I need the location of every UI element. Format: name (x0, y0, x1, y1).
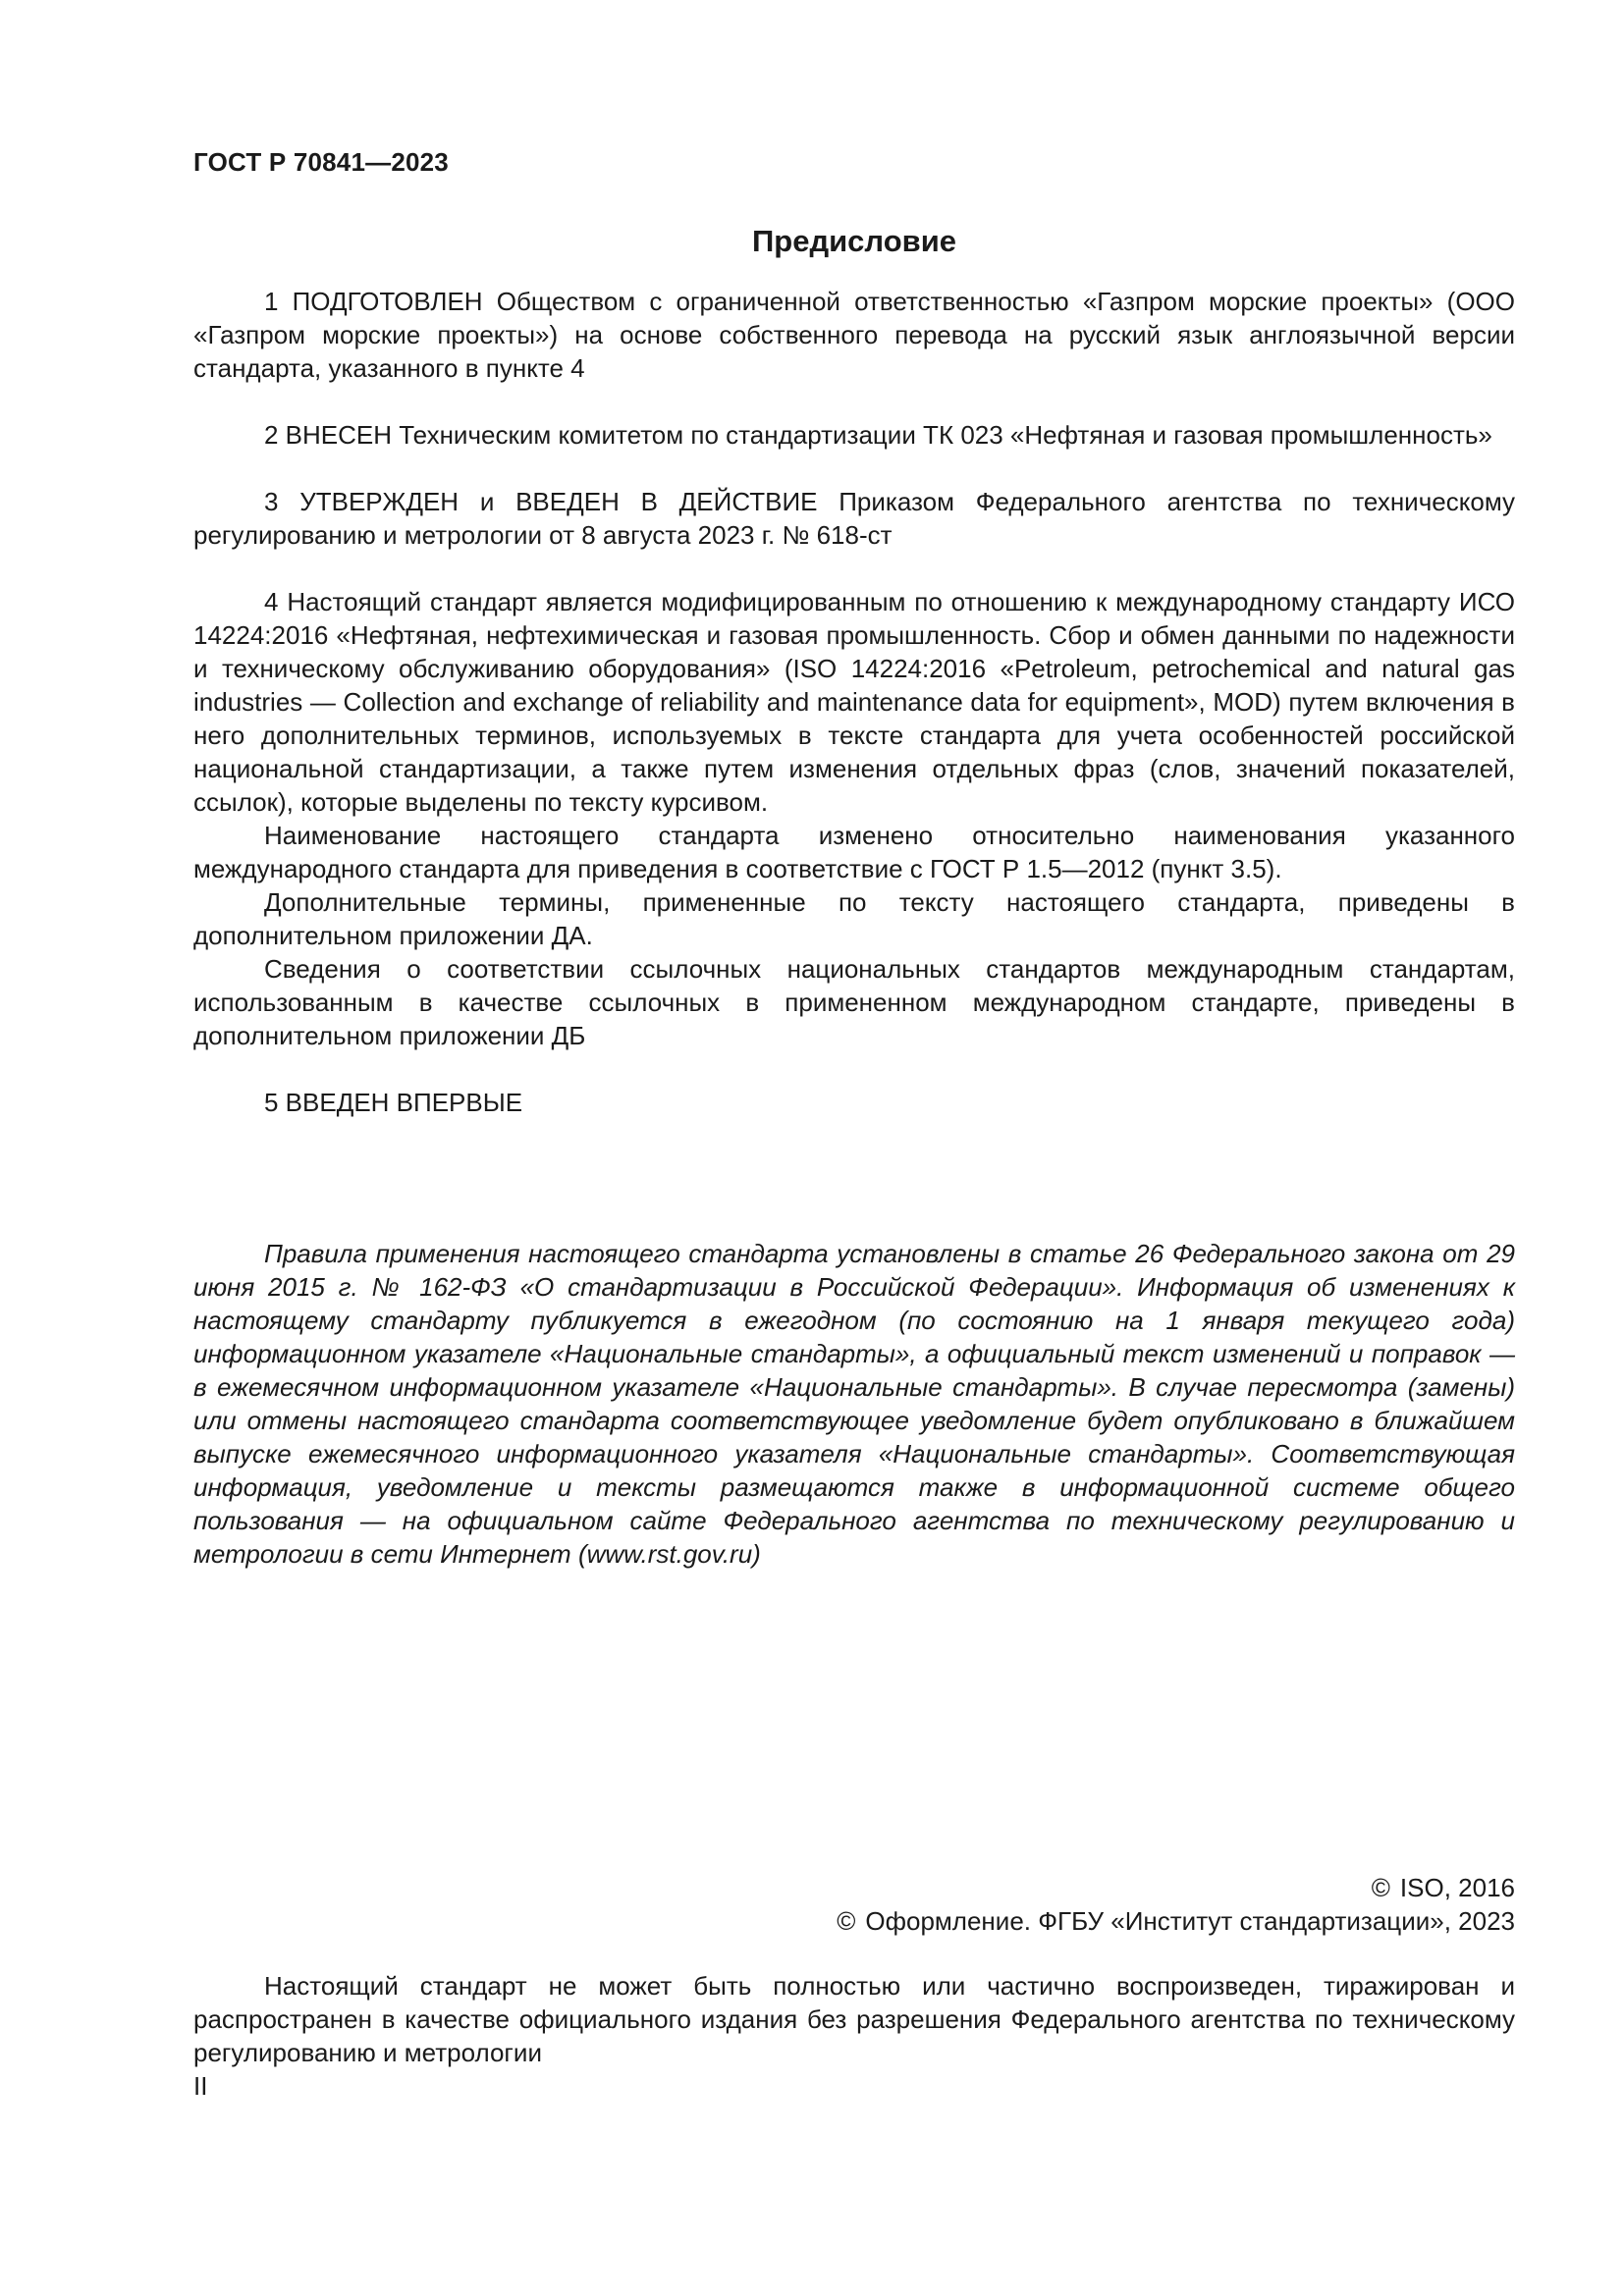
paragraph-approved: 3 УТВЕРЖДЕН и ВВЕДЕН В ДЕЙСТВИЕ Приказом Федерального агентства по техническому регулированию и метрологии от 8 августа 2023 г. № 618-ст (193, 487, 1515, 550)
reproduction-notice (193, 1969, 1515, 2069)
paragraph-title-change: Наименование настоящего стандарта изменено относительно наименования указанного международного стандарта для приведения в соответствие с ГОСТ Р 1.5—2012 (пункт 3.5). (193, 821, 1515, 883)
page-number: II (193, 2071, 208, 2101)
copyright-iso: © ISO, 2016 (1371, 1873, 1515, 1902)
paragraph-modified-standard: 4 Настоящий стандарт является модифицированным по отношению к международному стандарту ИСО 14224:2016 «Нефтяная, нефтехимическая и газовая промышленность. Сбор и обмен данными по надежности и техническому обслуживанию оборудования» (ISO 14224:2016 «Petroleum, petrochemical and natural gas industries — Collection and exchange of reliability and maintenance data for equipment», MOD) путем включения в него дополнительных терминов, используемых в тексте стандарта для учета особенностей российской национальной стандартизации, а также путем изменения отдельных фраз (слов, значений показателей, ссылок), которые выделены по тексту курсивом. (193, 587, 1515, 817)
copyright-icon: © (1371, 1873, 1390, 1902)
copyright-design: © Оформление. ФГБУ «Институт стандартизации», 2023 (837, 1906, 1515, 1936)
paragraph-prepared: 1 ПОДГОТОВЛЕН Обществом с ограниченной ответственностью «Газпром морские проекты» (ООО «Газпром морские проекты») на основе собственного перевода на русский язык англоязычной версии стандарта, указанного в пункте 4 (193, 287, 1515, 383)
copyright-block (837, 1871, 1515, 1938)
document-header: ГОСТ Р 70841—2023 (193, 147, 449, 177)
paragraph-first-introduced: 5 ВВЕДЕН ВПЕРВЫЕ (264, 1088, 523, 1117)
paragraph-introduced: 2 ВНЕСЕН Техническим комитетом по стандартизации ТК 023 «Нефтяная и газовая промышленность» (264, 420, 1492, 450)
notice-text: Настоящий стандарт не может быть полностью или частично воспроизведен, тиражирован и распространен в качестве официального издания без разрешения Федерального агентства по техническому регулированию и метрологии (193, 1971, 1515, 2067)
italic-note-text: Правила применения настоящего стандарта установлены в статье 26 Федерального закона от 29 июня 2015 г. № 162-ФЗ «О стандартизации в Российской Федерации». Информация об изменениях к настоящему стандарту публикуется в ежегодном (по состоянию на 1 января текущего года) информационном указателе «Национальные стандарты», а официальный текст изменений и поправок — в ежемесячном информационном указателе «Национальные стандарты». В случае пересмотра (замены) или отмены настоящего стандарта соответствующее уведомление будет опубликовано в ближайшем выпуске ежемесячного информационного указателя «Национальные стандарты». Соответствующая информация, уведомление и тексты размещаются также в информационной системе общего пользования — на официальном сайте Федерального агентства по техническому регулированию и метрологии в сети Интернет (www.rst.gov.ru) (193, 1239, 1515, 1569)
copyright-icon: © (837, 1906, 856, 1936)
foreword-body (193, 285, 1515, 1119)
application-rules-note (193, 1237, 1515, 1571)
paragraph-reference-standards: Сведения о соответствии ссылочных национальных стандартов международным стандартам, использованным в качестве ссылочных в примененном международном стандарте, приведены в дополнительном приложении ДБ (193, 954, 1515, 1050)
page-title: Предисловие (751, 224, 956, 258)
paragraph-additional-terms: Дополнительные термины, примененные по тексту настоящего стандарта, приведены в дополнительном приложении ДА. (193, 887, 1515, 950)
